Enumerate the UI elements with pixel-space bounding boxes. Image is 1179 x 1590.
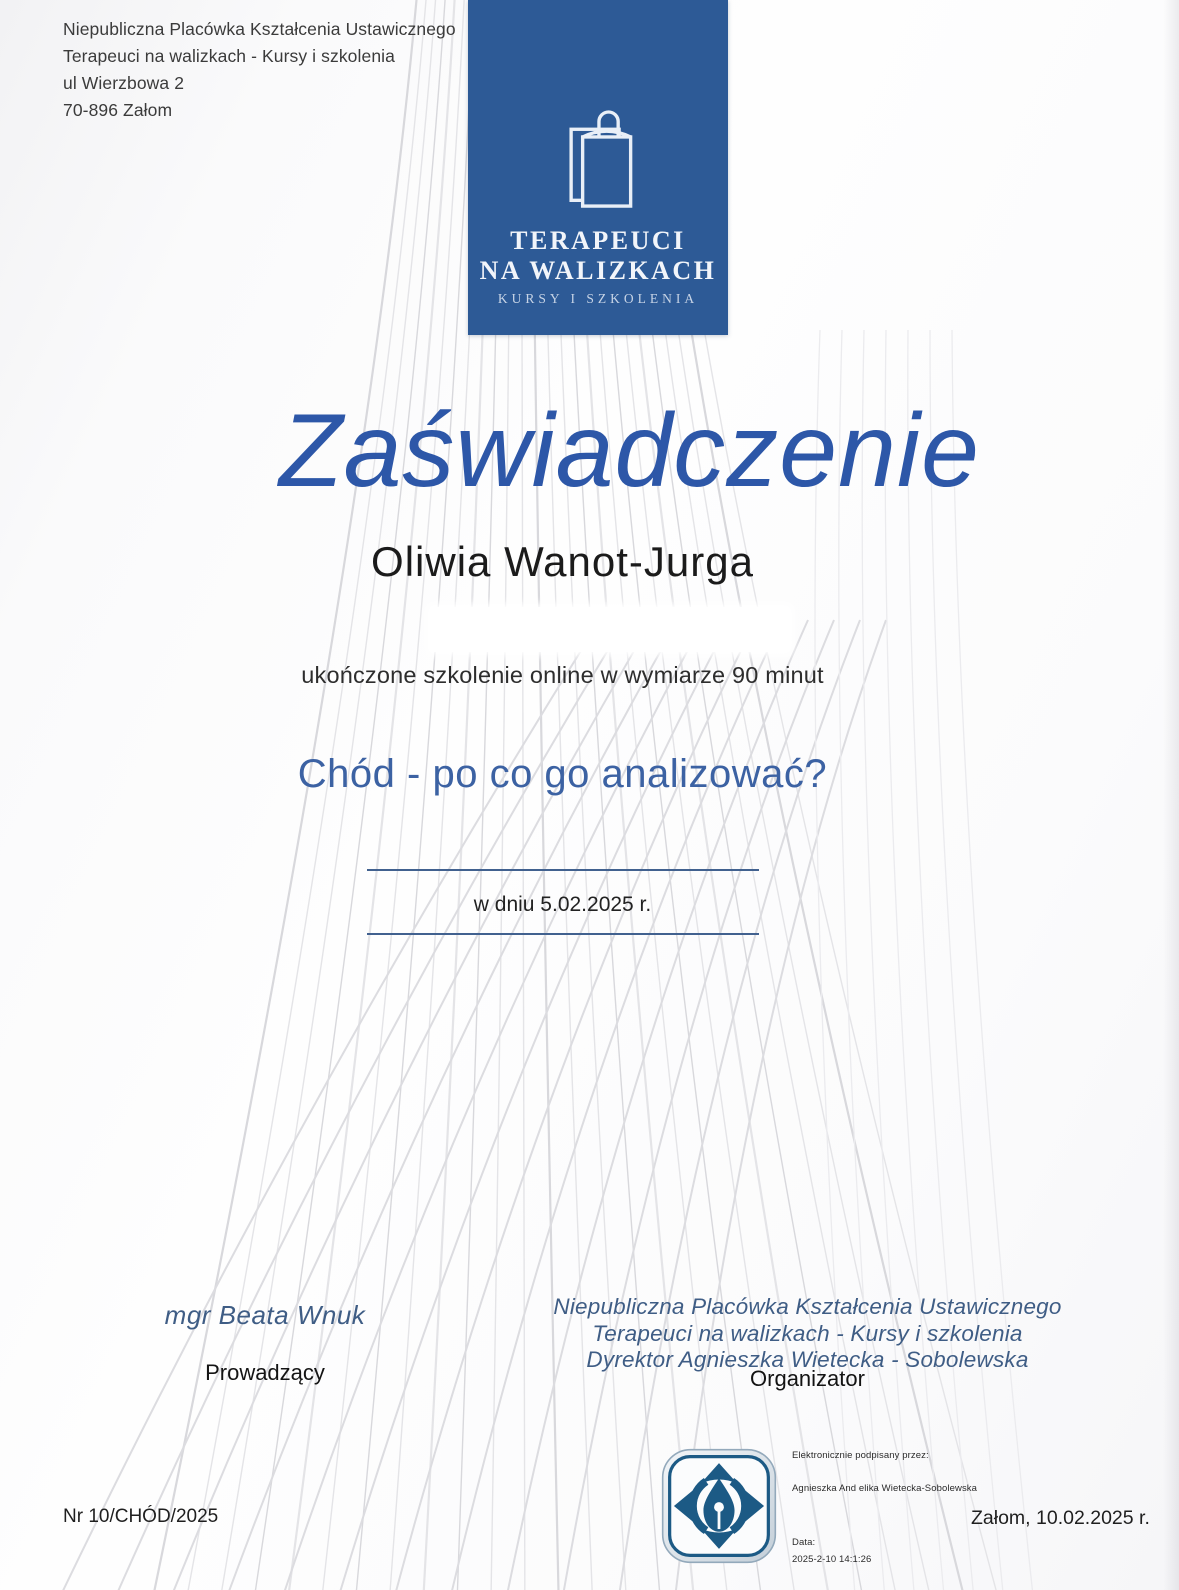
- certificate-title: Zaświadczenie: [279, 393, 980, 509]
- redacted-area: [430, 607, 790, 652]
- issuer-address-line: Terapeuci na walizkach - Kursy i szkolenia: [63, 46, 395, 66]
- organizer-signature-line: Terapeuci na walizkach - Kursy i szkolenia: [592, 1320, 1023, 1346]
- recipient-name: Oliwia Wanot-Jurga: [371, 538, 754, 585]
- logo-subtitle: KURSY I SZKOLENIA: [497, 291, 699, 306]
- trainer-role-label: Prowadzący: [205, 1360, 325, 1385]
- certificate-number: Nr 10/CHÓD/2025: [63, 1506, 219, 1527]
- stamp-datetime: 2025-2-10 14:1:26: [792, 1554, 872, 1565]
- training-date: w dniu 5.02.2025 r.: [473, 893, 652, 916]
- organizer-role-label: Organizator: [750, 1366, 865, 1391]
- logo-title: [480, 226, 717, 286]
- completion-text: ukończone szkolenie online w wymiarze 90 minut: [301, 662, 824, 688]
- digital-signature-seal-icon: [659, 1447, 779, 1565]
- organizer-signature-line: Dyrektor Agnieszka Wietecka - Sobolewska: [586, 1347, 1029, 1372]
- issuer-address-line: 70-896 Załom: [63, 100, 173, 120]
- issuer-address-line: ul Wierzbowa 2: [63, 73, 185, 93]
- issuer-address-line: Niepubliczna Placówka Kształcenia Ustawicznego: [63, 19, 456, 39]
- logo-title-line2: NA WALIZKACH: [479, 256, 717, 285]
- course-title: Chód - po co go analizować?: [297, 752, 828, 796]
- logo-banner: [468, 0, 728, 335]
- place-and-issue-date: Załom, 10.02.2025 r.: [971, 1507, 1150, 1529]
- logo-title-line1: TERAPEUCI: [510, 226, 686, 255]
- issuer-address-block: [63, 16, 456, 124]
- organizer-signature-line: Niepubliczna Placówka Kształcenia Ustawicznego: [553, 1294, 1062, 1319]
- organizer-signature-block: [545, 1294, 1070, 1374]
- stamp-signed-by-label: Elektronicznie podpisany przez:: [792, 1450, 929, 1461]
- stamp-date-label: Data:: [792, 1537, 816, 1548]
- suitcase-icon: [550, 108, 646, 212]
- stamp-signer-name: Agnieszka And elika Wietecka-Sobolewska: [792, 1483, 978, 1494]
- trainer-signature-name: mgr Beata Wnuk: [164, 1300, 366, 1330]
